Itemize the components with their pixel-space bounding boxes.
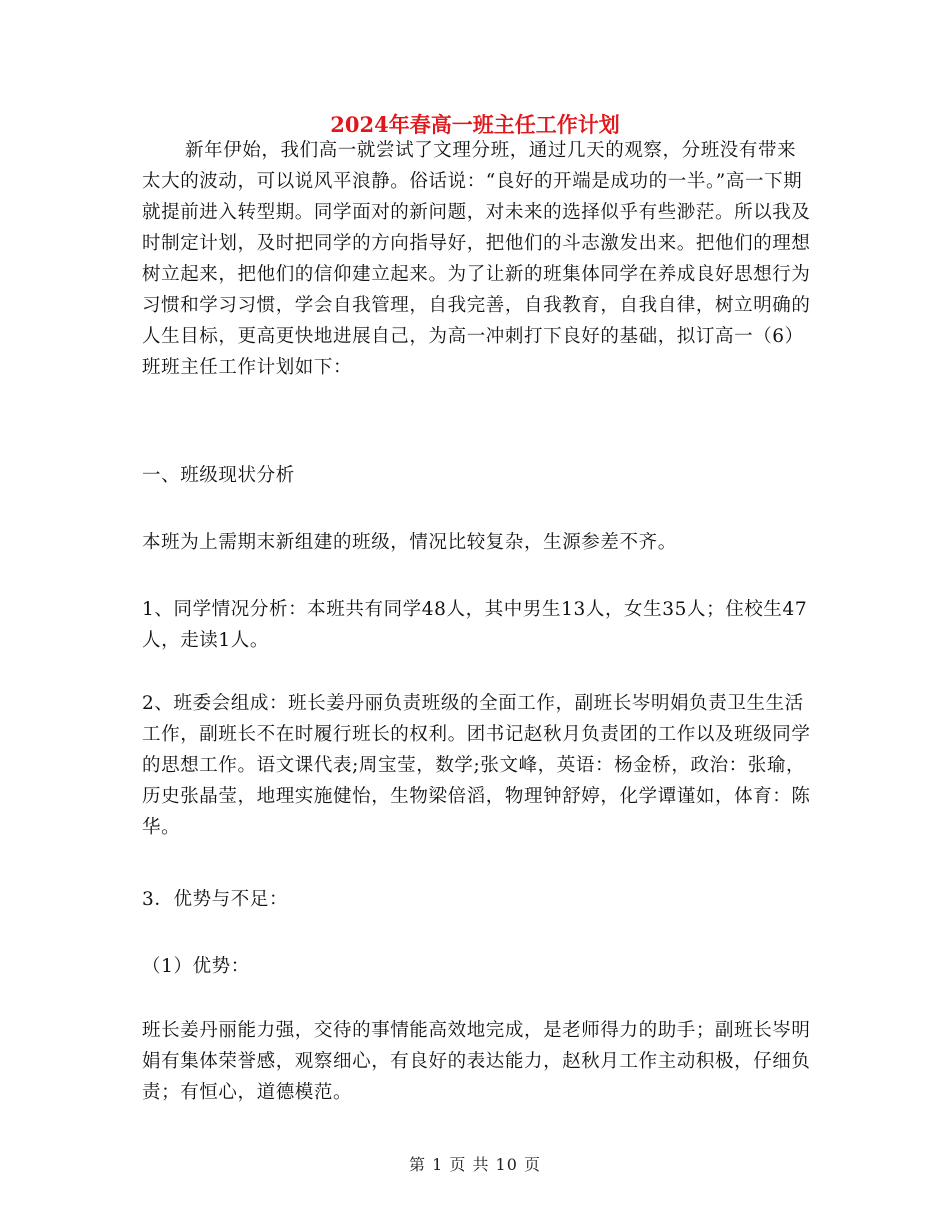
strengths-text: 班长姜丹丽能力强，交待的事情能高效地完成，是老师得力的助手；副班长岑明娟有集体荣誉感，观察细心，有良好的表达能力，赵秋月工作主动积极，仔细负责；有恒心，道德模范。 (142, 1020, 811, 1103)
intro-paragraph (142, 135, 814, 383)
item-students: 1、同学情况分析：本班共有同学48人，其中男生13人，女生35人；住校生47人，走读1人。 (142, 599, 808, 651)
subheading-strengths: （1）优势： (142, 956, 250, 977)
item-strengths-weaknesses: 3．优势与不足： (142, 889, 289, 910)
section1-text: 本班为上需期末新组建的班级，情况比较复杂，生源参差不齐。 (142, 532, 677, 553)
page-number: 第 1 页 共 10 页 (409, 1155, 541, 1174)
document-title: 2024年春高一班主任工作计划 (330, 112, 620, 137)
section1-heading: 一、班级现状分析 (142, 465, 295, 486)
intro-text: 新年伊始，我们高一就尝试了文理分班，通过几天的观察，分班没有带来太大的波动，可以说风平浪静。俗话说：“良好的开端是成功的一半。”高一下期就提前进入转型期。同学面对的新问题，对未来的选择似乎有些渺茫。所以我及时制定计划，及时把同学的方向指导好，把他们的斗志激发出来。把他们的理想树立起来，把他们的信仰建立起来。为了让新的班集体同学在养成良好思想行为习惯和学习习惯，学会自我管理，自我完善，自我教育，自我自律，树立明确的人生目标，更高更快地进展自己，为高一冲刺打下良好的基础，拟订高一（6）班班主任工作计划如下： (142, 140, 811, 378)
item-class-committee: 2、班委会组成：班长姜丹丽负责班级的全面工作，副班长岑明娟负责卫生生活工作，副班长不在时履行班长的权利。团书记赵秋月负责团的工作以及班级同学的思想工作。语文课代表;周宝莹，数学;张文峰，英语：杨金桥，政治：张瑜，历史张晶莹，地理实施健怡，生物梁倍滔，物理钟舒婷，化学谭谨如，体育：陈华。 (142, 693, 811, 838)
